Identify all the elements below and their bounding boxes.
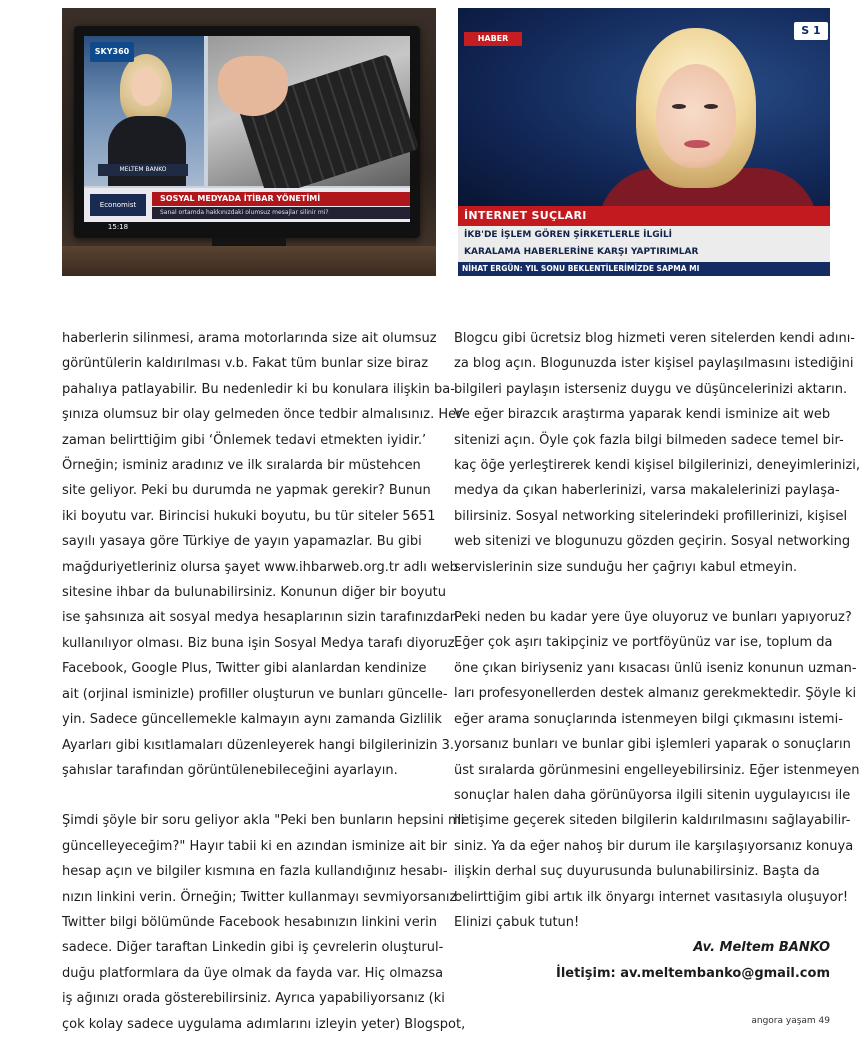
text-line: Ayarları gibi kısıtlamaları düzenleyerek hangi bilgilerinizin 3.: [62, 737, 455, 753]
text-line: üst sıralarda görünmesini engelleyebilirsiniz. Eğer istenmeyen: [454, 762, 860, 778]
text-line: sadece. Diğer taraftan Linkedin gibi iş çevrelerin oluşturul-: [62, 940, 444, 956]
text-line: sayılı yasaya göre Türkiye de yayın yapamazlar. Bu gibi: [62, 534, 422, 550]
text-line: iş ağınızı orada gösterebilirsiniz. Ayrıca yapabiliyorsanız (ki: [62, 991, 445, 1007]
text-line: iki boyutu var. Birincisi hukuki boyutu, bu tür siteler 5651: [62, 508, 436, 524]
anchor-lips: [684, 140, 710, 148]
text-line: eğer arama sonuçlarında istenmeyen bilgi çıkmasını istemi-: [454, 711, 843, 727]
text-line: bilgileri paylaşın isterseniz duygu ve düşüncelerinizi aktarın.: [454, 381, 848, 397]
text-line: Elinizi çabuk tutun!: [454, 914, 580, 930]
tv-ticker-logo: Economist 15:18: [90, 194, 146, 216]
tv-ticker-headline: SOSYAL MEDYADA İTİBAR YÖNETİMİ: [152, 192, 410, 206]
text-line: nızın linkini verin. Örneğin; Twitter kullanmayı sevmiyorsanız: [62, 889, 457, 905]
news-band-title: İNTERNET SUÇLARI: [458, 206, 830, 226]
text-line: servislerinin size sunduğu her çağrıyı kabul etmeyin.: [454, 559, 798, 575]
tv-presenter-caption: MELTEM BANKO: [98, 164, 188, 176]
text-line: kaç öğe yerleştirerek kendi kişisel bilgilerinizi, deneyimlerinizi,: [454, 458, 860, 474]
author-email[interactable]: av.meltembanko@gmail.com: [620, 966, 830, 981]
text-line: Twitter bilgi bölümünde Facebook hesabınızın linkini verin: [62, 914, 437, 930]
presenter-face: [131, 68, 161, 106]
news-band-subtitle-line1: İKB'DE İŞLEM GÖREN ŞİRKETLERLE İLGİLİ: [464, 230, 673, 240]
text-line: ları profesyonellerden destek almanız gerekmektedir. Şöyle ki: [454, 686, 857, 702]
text-line: Şimdi şöyle bir soru geliyor akla "Peki ben bunların hepsini mi: [62, 813, 465, 829]
page-folio: angora yaşam 49: [751, 1016, 830, 1026]
anchor-eye-left: [672, 104, 686, 109]
text-line: sitesine ihbar da bulunabilirsiniz. Konunun diğer bir boyutu: [62, 585, 447, 601]
news-band-subtitle-line2: KARALAMA HABERLERİNE KARŞI YAPTIRIMLAR: [464, 247, 699, 257]
text-line: yin. Sadece güncellemekle kalmayın aynı zamanda Gizlilik: [62, 712, 442, 728]
text-line: site geliyor. Peki bu durumda ne yapmak gerekir? Bunun: [62, 483, 431, 499]
text-line: Facebook, Google Plus, Twitter gibi alanlardan kendinize: [62, 661, 427, 677]
anchor-eye-right: [704, 104, 718, 109]
text-line: Örneğin; isminiz aradınız ve ilk sıralarda bir müstehcen: [62, 458, 421, 474]
tv-channel-logo: SKY360: [90, 42, 134, 62]
text-line: Peki neden bu kadar yere üye oluyoruz ve bunları yapıyoruz?: [454, 610, 852, 626]
paragraph-gap: [454, 580, 834, 605]
tv-presenter-panel: [84, 36, 204, 186]
tv-ticker: [84, 188, 410, 231]
text-line: öne çıkan biriyseniz yanı kısacası ünlü iseniz konunun uzman-: [454, 660, 857, 676]
tv-frame: [74, 26, 420, 238]
text-line: pahalıya patlayabilir. Bu nedenledir ki bu konulara ilişkin ba-: [62, 381, 455, 397]
text-line: Eğer çok aşırı takipçiniz ve portföyünüz var ise, toplum da: [454, 635, 833, 651]
text-line: kullanılıyor olması. Biz buna işin Sosyal Medya tarafı diyoruz.: [62, 635, 459, 651]
text-line: duğu platformlara da üye olmak da fayda var. Hiç olmazsa: [62, 965, 444, 981]
text-line: web sitenizi ve blogunuzu gözden geçirin. Sosyal networking: [454, 534, 851, 550]
text-line: haberlerin silinmesi, arama motorlarında size ait olumsuz: [62, 331, 437, 346]
tv-photo: [62, 8, 436, 276]
right-text-column: [454, 326, 860, 935]
text-line: güncelleyeceğim?" Hayır tabii ki en azından isminize ait bir: [62, 838, 448, 854]
text-line: Ve eğer birazcık araştırma yaparak kendi isminize ait web: [454, 407, 831, 423]
author-name: Av. Meltem BANKO: [693, 940, 830, 955]
text-line: şahıslar tarafından görüntülenebileceğini ayarlayın.: [62, 762, 398, 778]
news-band-ticker: NİHAT ERGÜN: YIL SONU BEKLENTİLERİMİZDE SAPMA MI: [458, 262, 830, 276]
paragraph-gap: [62, 783, 442, 808]
news-channel-logo: S 1: [794, 22, 828, 40]
text-line: mağduriyetleriniz olursa şayet www.ihbarweb.org.tr adlı web: [62, 559, 458, 575]
text-line: za blog açın. Blogunuzda ister kişisel paylaşılmasını istediğini: [454, 356, 854, 372]
text-line: sonuçlar halen daha görünüyorsa ilgili sitenin uygulayıcısı ile: [454, 787, 851, 803]
tv-keyboard-panel: [208, 36, 410, 186]
news-band-subtitle: [458, 226, 830, 262]
text-line: siniz. Ya da eğer nahoş bir durum ile karşılaşıyorsanız konuya: [454, 838, 854, 854]
text-line: ait (orjinal isminizle) profiller oluşturun ve bunları güncelle-: [62, 686, 448, 702]
text-line: bilirsiniz. Sosyal networking sitelerindeki profillerinizi, kişisel: [454, 508, 848, 524]
author-contact: [556, 966, 830, 981]
news-channel-badge: HABER: [464, 32, 522, 46]
text-line: şınıza olumsuz bir olay gelmeden önce tedbir almalısınız. Her: [62, 407, 462, 423]
text-line: ilişkin derhal suç duyurusunda bulunabilirsiniz. Başta da: [454, 864, 820, 880]
text-line: Blogcu gibi ücretsiz blog hizmeti veren sitelerden kendi adını-: [454, 331, 855, 346]
text-line: medya da çıkan haberlerinizi, varsa makalelerinizi paylaşa-: [454, 483, 840, 499]
anchor-face: [656, 64, 736, 168]
news-photo: [458, 8, 830, 276]
hands-image: [218, 56, 288, 116]
tv-screen: [84, 36, 410, 231]
tv-ticker-sub: Sanal ortamda hakkınızdaki olumsuz mesajlar silinir mi?: [152, 207, 410, 219]
text-line: ise şahsınıza ait sosyal medya hesaplarının sizin tarafınızdan: [62, 610, 458, 626]
text-line: iletişime geçerek siteden bilgilerin kaldırılmasını sağlayabilir-: [454, 813, 851, 829]
text-line: sitenizi açın. Öyle çok fazla bilgi bilmeden sadece temel bir-: [454, 432, 844, 448]
text-line: hesap açın ve bilgiler kısmına en fazla kullandığınız hesabı-: [62, 864, 448, 880]
text-line: görüntülerin kaldırılması v.b. Fakat tüm bunlar size biraz: [62, 356, 429, 372]
text-line: çok kolay sadece uygulama adımlarını izleyin yeter) Blogspot,: [62, 1016, 466, 1032]
contact-label: İletişim:: [556, 966, 616, 981]
text-line: yorsanız bunları ve bunlar gibi işlemleri yaparak o sonuçların: [454, 737, 851, 753]
tv-table: [62, 246, 436, 276]
text-line: zaman belirttiğim gibi ‘Önlemek tedavi etmekten iyidir.’: [62, 432, 427, 448]
left-text-column: [62, 326, 466, 1037]
text-line: belirttiğim gibi artık ilk önyargı internet vasıtasıyla oluşuyor!: [454, 889, 849, 905]
